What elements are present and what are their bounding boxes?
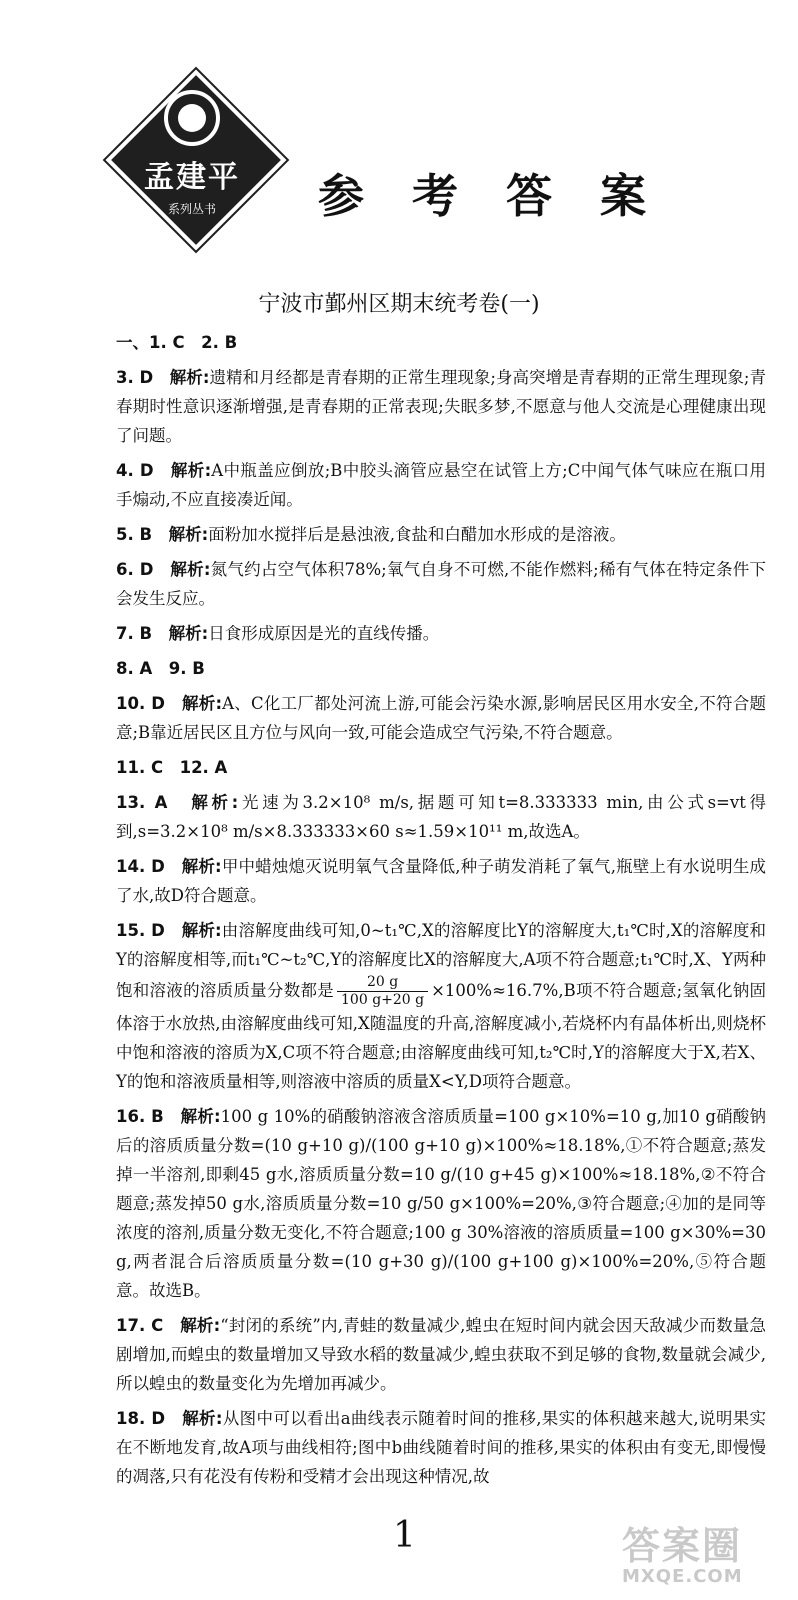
answer-q5 [116,520,766,549]
answer-q16 [116,1102,766,1305]
analysis-text: 甲中蜡烛熄灭说明氧气含量降低,种子萌发消耗了氧气,瓶壁上有水说明生成了水,故D符合题意。 [116,857,767,905]
analysis-label: 解析: [170,461,212,480]
analysis-label: 解析: [168,525,209,544]
analysis-label: 解析: [180,1107,221,1126]
page-title: 参 考 答 案 [318,169,663,223]
answer-q11-12 [116,753,766,782]
sun-icon [164,90,220,146]
analysis-text: 100 g 10%的硝酸钠溶液含溶质质量=100 g×10%=10 g,加10 g硝酸钠后的溶质质量分数=(10 g+10 g)/(100 g+10 g)×100%≈18.18%,①不符合题意;蒸发掉一半溶剂,即剩45 g水,溶质质量分数=10 g/(10 g+45 g)×100%≈18.18%,②不符合题意;蒸发掉50 g水,溶质质量分数=10 g/50 g×100%=20%,③符合题意;④加的是同等浓度的溶剂,质量分数无变化,不符合题意;100 g 30%溶液的溶质质量=100 g×30%=30 g,两者混合后溶质质量分数=(10 g+30 g)/(100 g+100 g)×100%=20%,⑤符合题意。故选B。 [116,1107,766,1300]
analysis-text: 氮气约占空气体积78%;氧气自身不可燃,不能作燃料;稀有气体在特定条件下会发生反应。 [116,560,766,608]
answer-number: 16. B [116,1107,164,1126]
analysis-text: 从图中可以看出a曲线表示随着时间的推移,果实的体积越来越大,说明果实在不断地发育,故A项与曲线相符;图中b曲线随着时间的推移,果实的体积由有变无,即慢慢的凋落,只有花没有传粉和受精才会出现这种情况,故 [116,1409,767,1486]
analysis-label: 解析: [181,857,222,876]
paper-title: 宁波市鄞州区期末统考卷(一) [258,292,540,317]
answer-number: 13. A [116,793,168,812]
logo-series: 系列丛书 [167,202,216,216]
answer-number: 17. C [116,1316,164,1335]
analysis-label: 解析: [182,1409,223,1428]
answer-q17 [116,1311,766,1398]
analysis-label: 解析: [181,921,222,940]
fraction [337,974,428,1009]
fraction-denominator: 100 g+20 g [341,992,425,1008]
logo-brand: 孟建平 [144,160,240,195]
answer-number: 7. B [116,624,153,643]
answer-q1-2 [116,328,766,357]
analysis-label: 解析: [191,793,239,812]
answer-number: 18. D [116,1409,166,1428]
analysis-text: 光速为3.2×10⁸ m/s,据题可知t=8.333333 min,由公式s=vt得到,s=3.2×10⁸ m/s×8.333333×60 s≈1.59×10¹¹ m,故选A。 [116,793,767,841]
analysis-text: A中瓶盖应倒放;B中胶头滴管应悬空在试管上方;C中闻气体气味应在瓶口用手煽动,不应直接凑近闻。 [116,461,767,509]
page-number: 1 [393,1515,416,1556]
answer-number: 15. D [116,921,165,940]
watermark-cn: 答案圈 [622,1524,743,1568]
answer-q15 [116,916,766,1096]
answer-q10 [116,689,766,747]
watermark [622,1515,792,1595]
analysis-text: 遗精和月经都是青春期的正常生理现象;身高突增是青春期的正常生理现象;青春期时性意识逐渐增强,是青春期的正常表现;失眠多梦,不愿意与他人交流是心理健康出现了问题。 [116,368,766,445]
answer-number: 11. C 12. A [116,758,228,777]
answer-number: 10. D [116,694,165,713]
analysis-text: “封闭的系统”内,青蛙的数量减少,蝗虫在短时间内就会因天敌减少而数量急剧增加,而蝗虫的数量增加又导致水稻的数量减少,蝗虫获取不到足够的食物,数量就会减少,所以蝗虫的数量变化为先增加再减少。 [116,1316,766,1393]
answer-list [116,328,766,1497]
answer-number: 3. D [116,368,154,387]
answer-number: 4. D [116,461,154,480]
answer-q4 [116,456,766,514]
answer-number: 5. B [116,525,153,544]
answer-q8-9 [116,654,766,683]
analysis-label: 解析: [168,624,209,643]
answer-q7 [116,619,766,648]
answer-q3 [116,363,766,450]
analysis-label: 解析: [180,1316,221,1335]
answer-number: 8. A 9. B [116,659,205,678]
fraction-numerator: 20 g [337,974,428,992]
answer-q13 [116,788,766,846]
answer-q14 [116,852,766,910]
analysis-text: 面粉加水搅拌后是悬浊液,食盐和白醋加水形成的是溶液。 [208,525,626,544]
analysis-text: 日食形成原因是光的直线传播。 [208,624,440,643]
series-logo [92,84,302,264]
analysis-text: A、C化工厂都处河流上游,可能会污染水源,影响居民区用水安全,不符合题意;B靠近居民区且方位与风向一致,可能会造成空气污染,不符合题意。 [116,694,767,742]
answer-number: 6. D [116,560,154,579]
watermark-en: MXQE.COM [622,1566,743,1587]
analysis-label: 解析: [181,694,223,713]
answer-number: 14. D [116,857,165,876]
answer-q6 [116,555,766,613]
analysis-label: 解析: [169,368,210,387]
analysis-text: ×100%≈16.7%,B项不符合题意;氢氧化钠固体溶于水放热,由溶解度曲线可知,X随温度的升高,溶解度减小,若烧杯内有晶体析出,则烧杯中饱和溶液的溶质为X,C项不符合题意;由溶解度曲线可知,t₂℃时,Y的溶解度大于X,若X、Y的饱和溶液质量相等,则溶液中溶质的质量X<Y,D项符合题意。 [116,981,767,1091]
answer-q18 [116,1404,766,1491]
analysis-text: 由溶解度曲线可知,0~t₁℃,X的溶解度比Y的溶解度大,t₁℃时,X的溶解度和Y的溶解度相等,而t₁℃~t₂℃,Y的溶解度比X的溶解度大,A项不符合题意;t₁℃时,X、Y两种饱和溶液的溶质质量分数都是 [116,921,766,1000]
answer-number: 一、1. C 2. B [116,333,238,352]
analysis-label: 解析: [170,560,211,579]
